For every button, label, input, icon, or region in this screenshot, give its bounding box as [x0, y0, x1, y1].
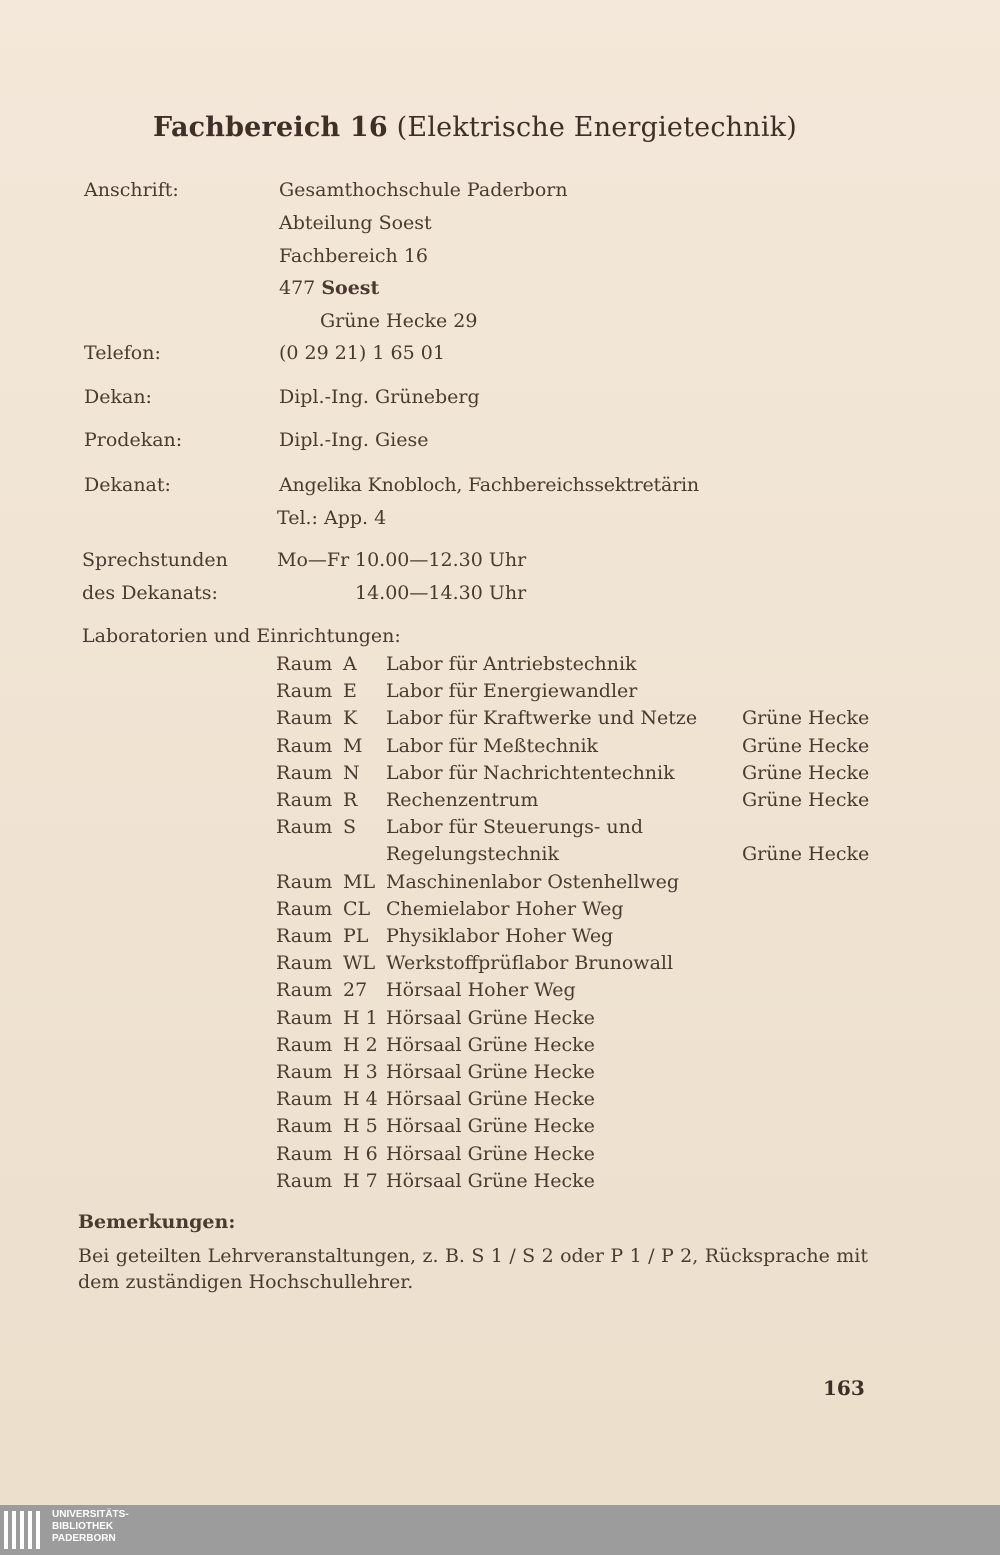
office-tel: Tel.: App. 4 — [277, 507, 387, 529]
library-name-line2: BIBLIOTHEK — [52, 1521, 114, 1532]
lab-room-label: Raum — [276, 680, 333, 702]
phone-value: (0 29 21) 1 65 01 — [279, 342, 445, 364]
hours-time-1: 10.00—12.30 Uhr — [355, 549, 527, 571]
lab-room-label: Raum — [276, 816, 333, 838]
hours-days: Mo—Fr — [277, 549, 350, 571]
lab-room-code: H 2 — [343, 1034, 378, 1056]
phone-label: Telefon: — [84, 342, 161, 364]
vice-dean-label: Prodekan: — [84, 429, 183, 451]
remarks-text: Bei geteilten Lehrveranstaltungen, z. B. S 1 / S 2 oder P 1 / P 2, Rücksprache mit dem zuständigen Hochschullehrer. — [78, 1245, 868, 1293]
lab-room-code: A — [343, 653, 357, 675]
lab-room-code: R — [343, 789, 358, 811]
address-line1: Gesamthochschule Paderborn — [279, 179, 568, 201]
lab-room-label: Raum — [276, 952, 333, 974]
lab-description: Hörsaal Grüne Hecke — [386, 1143, 595, 1165]
address-line3: Fachbereich 16 — [279, 245, 429, 267]
lab-room-code: K — [343, 707, 358, 729]
lab-description: Labor für Antriebstechnik — [386, 653, 637, 675]
lab-room-label: Raum — [276, 707, 333, 729]
library-name — [52, 1509, 129, 1545]
lab-description: Hörsaal Grüne Hecke — [386, 1170, 595, 1192]
lab-room-label: Raum — [276, 1007, 333, 1029]
dean-label: Dekan: — [84, 386, 152, 408]
lab-room-label: Raum — [276, 871, 333, 893]
page-title — [0, 112, 950, 143]
title-bold: Fachbereich 16 — [153, 112, 388, 143]
lab-room-code: H 6 — [343, 1143, 378, 1165]
address-line2: Abteilung Soest — [279, 212, 432, 234]
lab-room-label: Raum — [276, 1170, 333, 1192]
lab-room-label: Raum — [276, 1115, 333, 1137]
lab-room-code: N — [343, 762, 360, 784]
lab-description: Hörsaal Grüne Hecke — [386, 1088, 595, 1110]
dean-value: Dipl.-Ing. Grüneberg — [279, 386, 480, 408]
page-number: 163 — [823, 1376, 865, 1400]
lab-room-code: ML — [343, 871, 376, 893]
lab-description: Maschinenlabor Ostenhellweg — [386, 871, 680, 893]
lab-room-code: WL — [343, 952, 376, 974]
lab-description: Hörsaal Grüne Hecke — [386, 1061, 595, 1083]
lab-room-label: Raum — [276, 1034, 333, 1056]
lab-room-label: Raum — [276, 898, 333, 920]
address-street: Grüne Hecke 29 — [320, 310, 478, 332]
lab-description: Werkstoffprüflabor Brunowall — [386, 952, 674, 974]
lab-room-label: Raum — [276, 1061, 333, 1083]
hours-time-2: 14.00—14.30 Uhr — [355, 582, 527, 604]
lab-room-code: H 4 — [343, 1088, 378, 1110]
lab-room-code: CL — [343, 898, 371, 920]
lab-room-code: S — [343, 816, 357, 838]
lab-description: Hörsaal Grüne Hecke — [386, 1034, 595, 1056]
labs-heading: Laboratorien und Einrichtungen: — [82, 625, 401, 647]
lab-room-label: Raum — [276, 1143, 333, 1165]
lab-description: Regelungstechnik — [386, 843, 560, 865]
library-footer — [0, 1505, 1000, 1555]
lab-description: Labor für Kraftwerke und Netze — [386, 707, 698, 729]
library-name-line1: UNIVERSITÄTS- — [52, 1509, 129, 1520]
lab-location: Grüne Hecke — [742, 843, 870, 865]
address-city-line — [279, 277, 379, 299]
lab-location: Grüne Hecke — [742, 762, 870, 784]
office-label: Dekanat: — [84, 474, 171, 496]
lab-room-code: H 3 — [343, 1061, 378, 1083]
lab-description: Hörsaal Grüne Hecke — [386, 1115, 595, 1137]
lab-description: Labor für Nachrichtentechnik — [386, 762, 675, 784]
lab-room-code: H 5 — [343, 1115, 378, 1137]
lab-location: Grüne Hecke — [742, 707, 870, 729]
lab-location: Grüne Hecke — [742, 735, 870, 757]
hours-label-2: des Dekanats: — [82, 582, 218, 604]
lab-description: Labor für Meßtechnik — [386, 735, 599, 757]
lab-room-code: 27 — [343, 979, 368, 1001]
lab-room-code: M — [343, 735, 363, 757]
address-label: Anschrift: — [84, 179, 179, 201]
lab-room-label: Raum — [276, 762, 333, 784]
lab-room-label: Raum — [276, 979, 333, 1001]
vice-dean-value: Dipl.-Ing. Giese — [279, 429, 429, 451]
lab-room-label: Raum — [276, 789, 333, 811]
lab-description: Chemielabor Hoher Weg — [386, 898, 624, 920]
lab-room-code: H 7 — [343, 1170, 378, 1192]
lab-room-code: PL — [343, 925, 369, 947]
remarks-heading: Bemerkungen: — [78, 1211, 236, 1233]
lab-room-code: H 1 — [343, 1007, 378, 1029]
lab-room-label: Raum — [276, 925, 333, 947]
hours-label-1: Sprechstunden — [82, 549, 228, 571]
lab-description: Rechenzentrum — [386, 789, 539, 811]
lab-room-code: E — [343, 680, 357, 702]
lab-room-label: Raum — [276, 653, 333, 675]
lab-description: Hörsaal Hoher Weg — [386, 979, 576, 1001]
lab-description: Hörsaal Grüne Hecke — [386, 1007, 595, 1029]
lab-room-label: Raum — [276, 735, 333, 757]
library-logo-icon — [4, 1511, 44, 1553]
lab-location: Grüne Hecke — [742, 789, 870, 811]
office-value: Angelika Knobloch, Fachbereichssektretärin — [279, 474, 699, 496]
lab-description: Labor für Energiewandler — [386, 680, 638, 702]
address-zip: 477 — [279, 277, 316, 299]
lab-description: Physiklabor Hoher Weg — [386, 925, 614, 947]
address-city: Soest — [321, 277, 380, 299]
lab-description: Labor für Steuerungs- und — [386, 816, 644, 838]
lab-room-label: Raum — [276, 1088, 333, 1110]
library-name-line3: PADERBORN — [52, 1533, 116, 1544]
title-rest: (Elektrische Energietechnik) — [396, 112, 797, 143]
